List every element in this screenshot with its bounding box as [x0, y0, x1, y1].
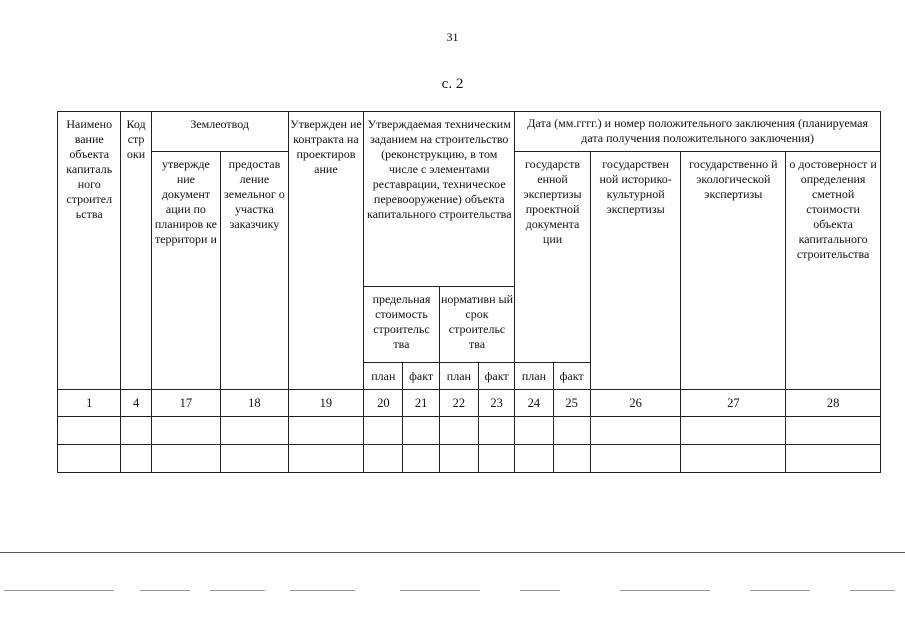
scan-artifact-line [210, 590, 265, 591]
table-cell[interactable] [681, 417, 786, 445]
table-cell[interactable] [553, 445, 590, 473]
page-divider-line [0, 552, 905, 553]
header-historical-expertise: государствен ной историко-культурной экспертизы [590, 152, 681, 390]
scan-artifact-line [620, 590, 710, 591]
header-conclusion-date: Дата (мм.гггг.) и номер положительного заключения (планируемая дата получения положительного заключения) [515, 112, 881, 152]
header-construction-term: нормативн ый срок строительс тва [439, 287, 515, 363]
header-fact: факт [403, 363, 439, 390]
table-cell[interactable] [151, 445, 221, 473]
table-cell[interactable] [553, 417, 590, 445]
table-cell[interactable] [590, 445, 681, 473]
header-contract-approval: Утвержден ие контракта на проектиров ание [288, 112, 364, 390]
page-number: 31 [446, 30, 459, 44]
table-cell[interactable] [515, 417, 553, 445]
approval-table [57, 111, 881, 473]
table-cell[interactable] [58, 445, 121, 473]
scan-artifact-line [4, 590, 114, 591]
column-number: 17 [151, 390, 221, 417]
column-number: 1 [58, 390, 121, 417]
header-cost-reliability: о достоверност и определения сметной стоимости объекта капитального строительства [786, 152, 881, 390]
header-cost-limit: предельная стоимость строительс тва [364, 287, 440, 363]
table-cell[interactable] [221, 417, 288, 445]
header-ecological-expertise: государственно й экологической экспертизы [681, 152, 786, 390]
header-land-allotment: Землеотвод [151, 112, 288, 152]
header-plan: план [515, 363, 553, 390]
table-cell[interactable] [364, 417, 403, 445]
table-cell[interactable] [288, 445, 364, 473]
table-cell[interactable] [288, 417, 364, 445]
header-fact: факт [553, 363, 590, 390]
column-number: 28 [786, 390, 881, 417]
table-cell[interactable] [515, 445, 553, 473]
table-cell[interactable] [221, 445, 288, 473]
column-number: 20 [364, 390, 403, 417]
scan-artifact-line [140, 590, 190, 591]
page-subtitle: с. 2 [441, 76, 464, 92]
table-cell[interactable] [681, 445, 786, 473]
table-cell[interactable] [439, 417, 478, 445]
column-number: 4 [121, 390, 151, 417]
header-planning-docs-approval: утвержде ние документ ации по планиров ке территори и [151, 152, 221, 390]
scan-artifact-line [520, 590, 560, 591]
scan-artifact-line [290, 590, 355, 591]
column-number: 27 [681, 390, 786, 417]
scan-artifact-line [850, 590, 895, 591]
scan-artifact-line [750, 590, 810, 591]
table-cell[interactable] [121, 445, 151, 473]
table-cell[interactable] [590, 417, 681, 445]
table-row [58, 445, 881, 473]
column-number: 26 [590, 390, 681, 417]
header-land-plot-provision: предостав ление земельног о участка заказчику [221, 152, 288, 390]
table-cell[interactable] [364, 445, 403, 473]
table-cell[interactable] [403, 445, 439, 473]
header-row-code: Код стр оки [121, 112, 151, 390]
column-number: 19 [288, 390, 364, 417]
column-number: 25 [553, 390, 590, 417]
header-plan: план [364, 363, 403, 390]
table-cell[interactable] [479, 417, 515, 445]
column-number-row [58, 390, 881, 417]
scan-artifact-line [400, 590, 480, 591]
column-number: 23 [479, 390, 515, 417]
table-cell[interactable] [403, 417, 439, 445]
column-number: 18 [221, 390, 288, 417]
column-number: 22 [439, 390, 478, 417]
table-cell[interactable] [121, 417, 151, 445]
column-number: 21 [403, 390, 439, 417]
header-state-expertise: государств енной экспертизы проектной документа ции [515, 152, 591, 363]
table-cell[interactable] [151, 417, 221, 445]
table-cell[interactable] [479, 445, 515, 473]
header-object-name: Наимено вание объекта капиталь ного строител ьства [58, 112, 121, 390]
table-cell[interactable] [58, 417, 121, 445]
column-number: 24 [515, 390, 553, 417]
header-plan: план [439, 363, 478, 390]
table-cell[interactable] [439, 445, 478, 473]
table-row [58, 417, 881, 445]
table-cell[interactable] [786, 417, 881, 445]
header-technical-task: Утверждаемая техническим заданием на строительство (реконструкцию, в том числе с элементами реставрации, техническое перевооружение) объекта капитального строительства [364, 112, 515, 287]
table-cell[interactable] [786, 445, 881, 473]
header-fact: факт [479, 363, 515, 390]
